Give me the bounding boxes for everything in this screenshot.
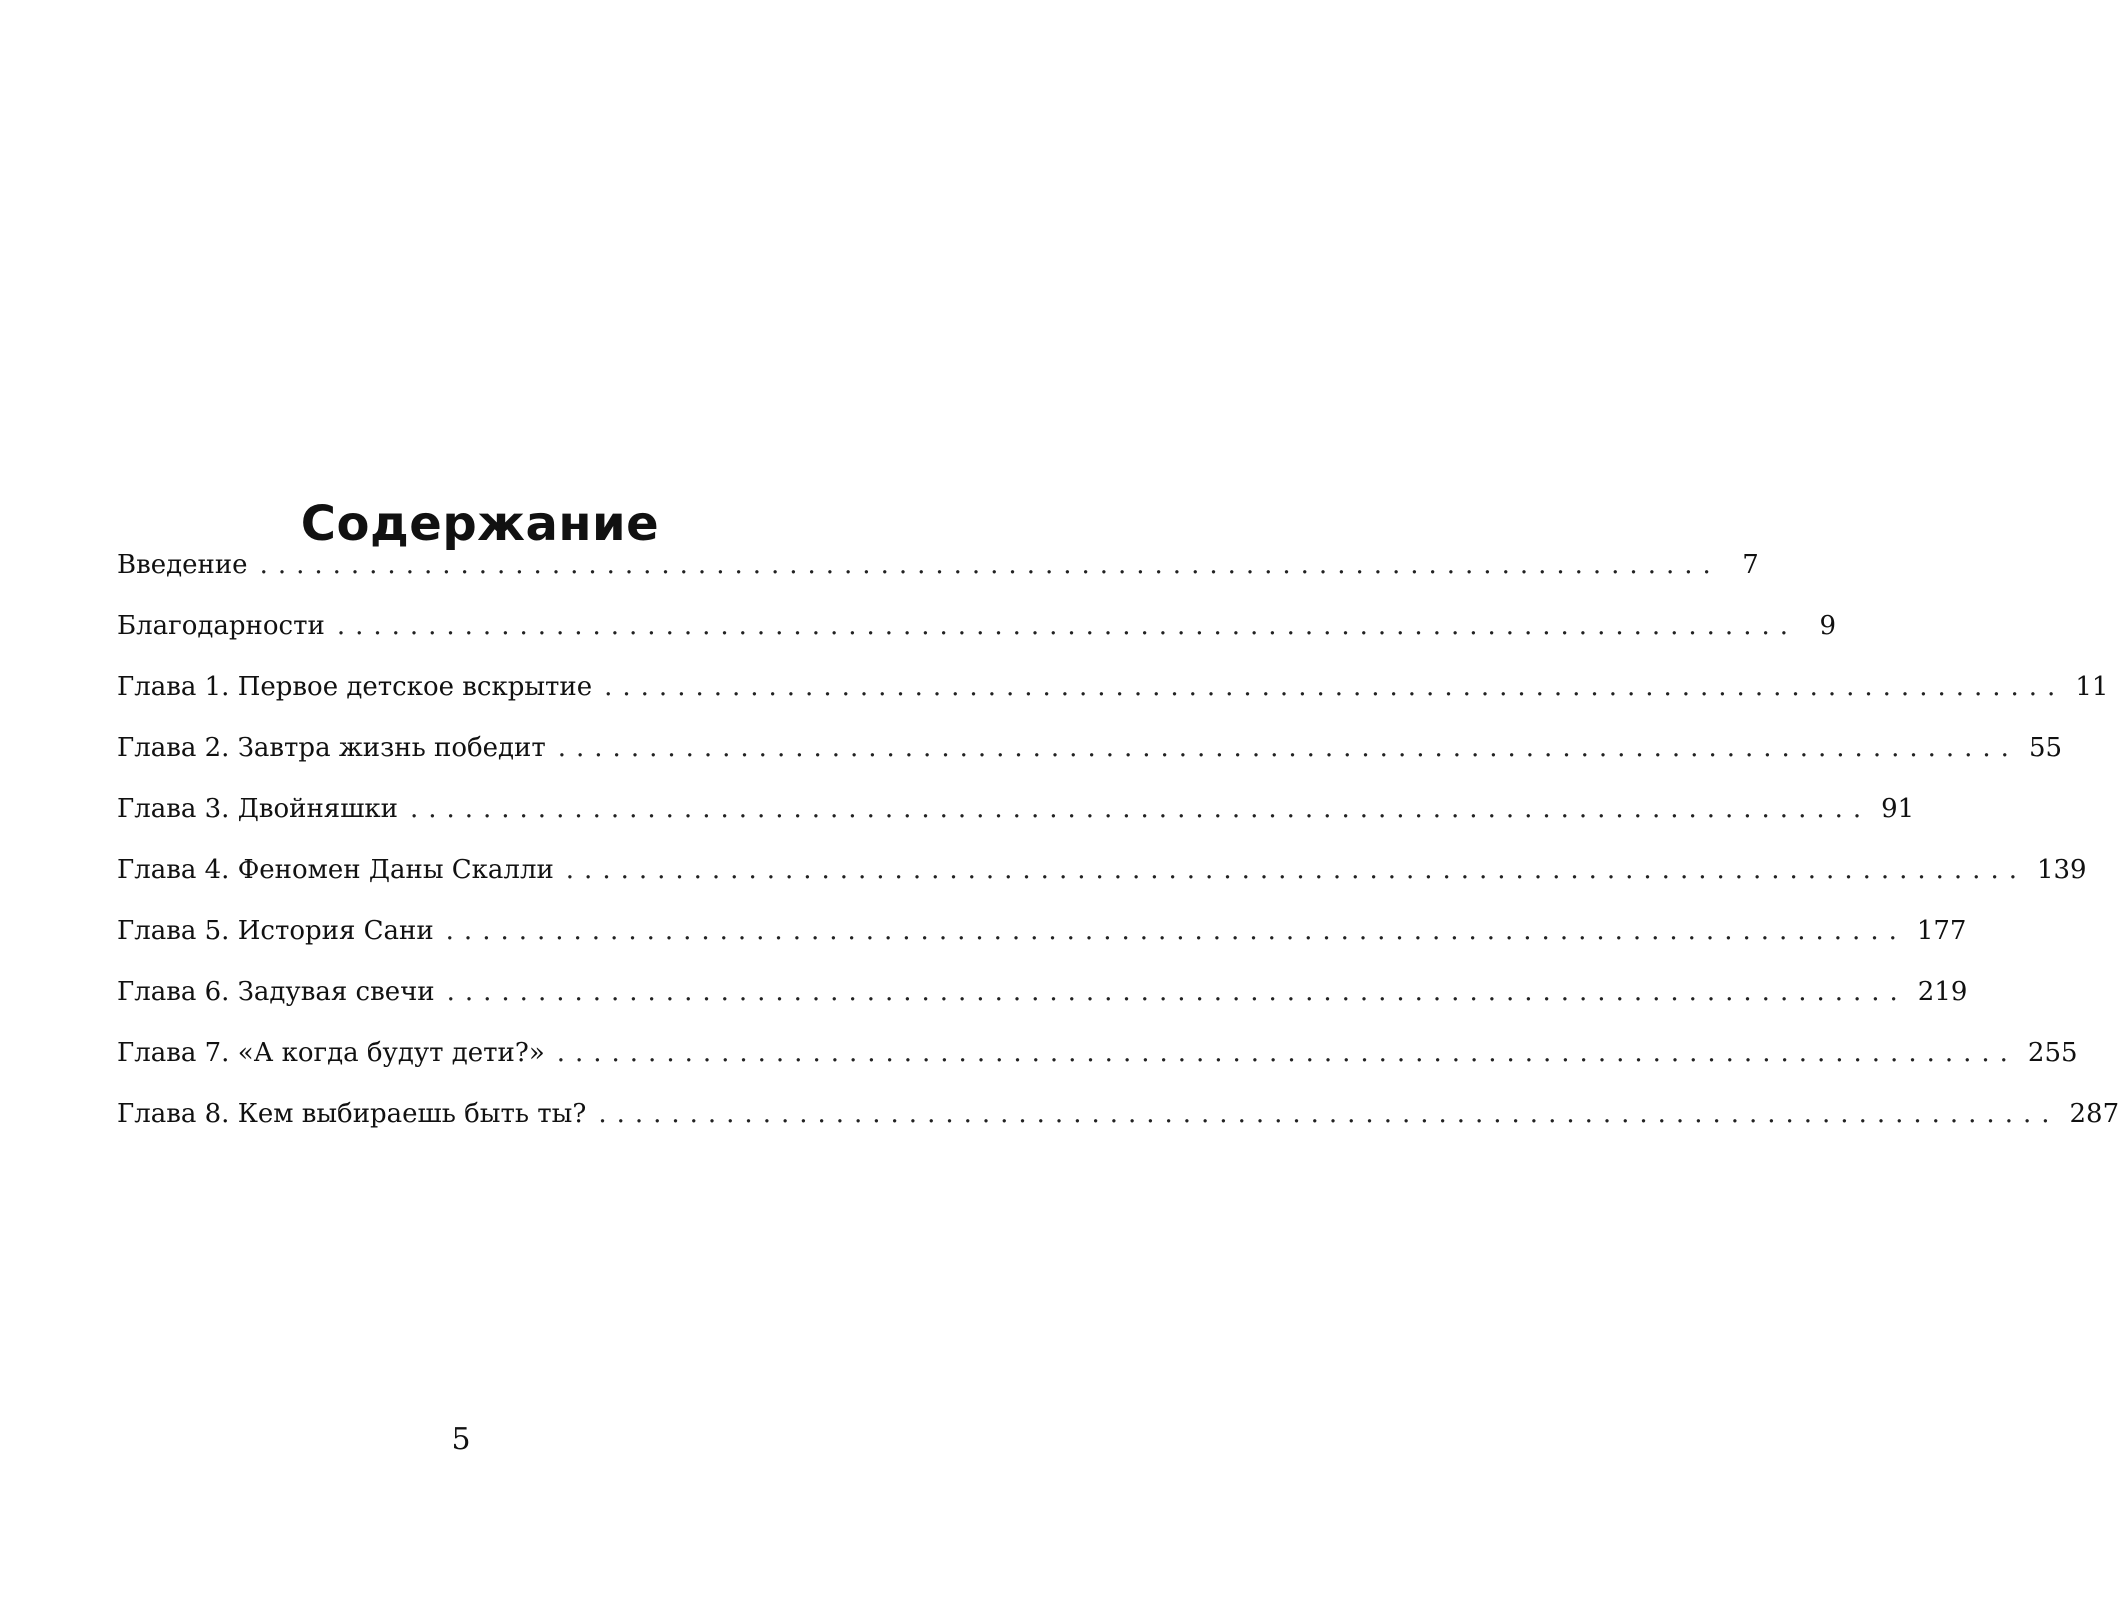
toc-entry-chapter-5 — [117, 916, 1967, 977]
page-title: Содержание — [300, 496, 660, 553]
toc-entry-page: 7 — [1742, 550, 1759, 580]
toc-entry-chapter-4 — [117, 855, 2087, 916]
toc-entry-label: Глава 4. Феномен Даны Скалли — [117, 855, 554, 885]
toc-entry-chapter-6 — [117, 977, 1968, 1038]
dot-leader: ................................................................................ — [604, 672, 2066, 702]
toc-entry-page: 177 — [1916, 916, 1967, 946]
toc-entry-acknowledgements — [117, 611, 1836, 672]
toc-entry-chapter-2 — [117, 733, 2063, 794]
toc-entry-page: 255 — [2027, 1038, 2078, 1068]
dot-leader: ................................................................................ — [259, 550, 1721, 580]
dot-leader: ................................................................................ — [565, 855, 2027, 885]
toc-entry-introduction — [117, 550, 1759, 611]
page-number: 5 — [451, 1422, 471, 1457]
toc-entry-page: 55 — [2028, 733, 2063, 763]
dot-leader: ................................................................................ — [557, 733, 2019, 763]
toc-entry-chapter-3 — [117, 794, 1915, 855]
toc-entry-page: 91 — [1881, 794, 1915, 824]
toc-entry-label: Глава 5. История Сани — [117, 916, 434, 946]
toc-entry-label: Глава 3. Двойняшки — [117, 794, 398, 824]
toc-entry-label: Благодарности — [117, 611, 325, 641]
toc-entry-chapter-8 — [117, 1099, 2119, 1160]
table-of-contents — [117, 550, 2119, 1160]
toc-entry-page: 219 — [1917, 977, 1968, 1007]
toc-entry-page: 9 — [1819, 611, 1836, 641]
toc-entry-label: Глава 7. «А когда будут дети?» — [117, 1038, 545, 1068]
dot-leader: ................................................................................ — [556, 1038, 2018, 1068]
toc-entry-label: Введение — [117, 550, 248, 580]
toc-entry-page: 287 — [2069, 1099, 2119, 1129]
dot-leader: ................................................................................ — [336, 611, 1798, 641]
dot-leader: ................................................................................ — [409, 794, 1872, 824]
toc-entry-chapter-1 — [117, 672, 2109, 733]
toc-entry-label: Глава 1. Первое детское вскрытие — [117, 672, 593, 702]
toc-entry-label: Глава 2. Завтра жизнь победит — [117, 733, 546, 763]
dot-leader: ................................................................................ — [598, 1099, 2060, 1129]
toc-entry-label: Глава 8. Кем выбираешь быть ты? — [117, 1099, 587, 1129]
dot-leader: ................................................................................ — [446, 977, 1908, 1007]
toc-entry-label: Глава 6. Задувая свечи — [117, 977, 435, 1007]
toc-entry-page: 11 — [2075, 672, 2109, 702]
toc-entry-page: 139 — [2036, 855, 2087, 885]
dot-leader: ................................................................................ — [445, 916, 1907, 946]
toc-entry-chapter-7 — [117, 1038, 2078, 1099]
